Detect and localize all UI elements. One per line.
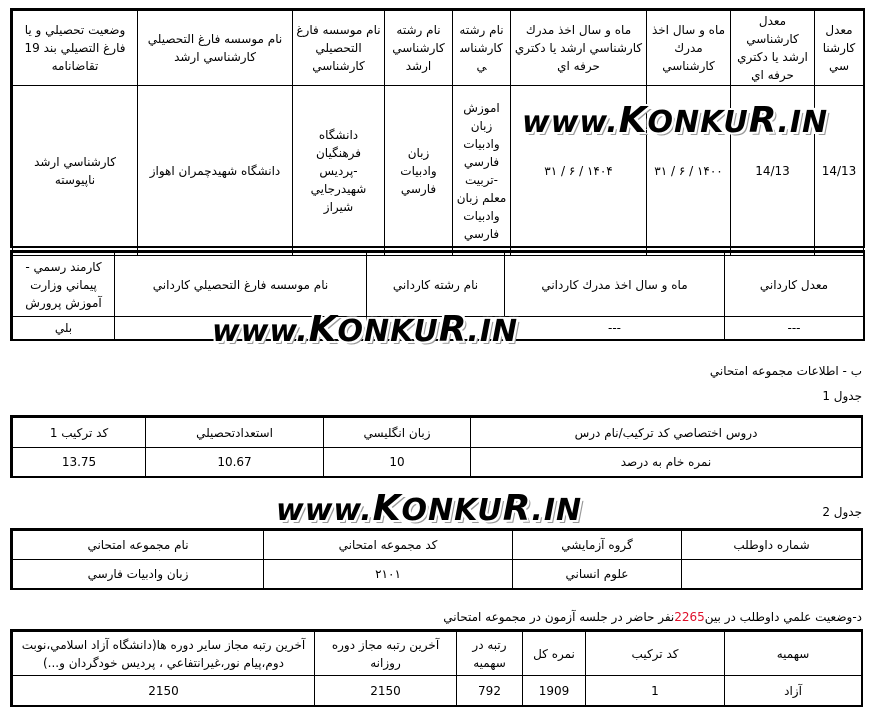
header-quota: سهميه xyxy=(725,632,862,676)
associate-gpa: --- xyxy=(725,317,864,340)
header-master-institute: نام موسسه فارغ التحصيلي كارشناسي ارشد xyxy=(138,11,293,86)
applicant-number xyxy=(682,560,862,589)
table1-label: جدول 1 xyxy=(822,389,862,403)
header-master-date: ماه و سال اخذ مدرك كارشناسي ارشد يا دكتري حرفه اي xyxy=(511,11,647,86)
header-aptitude: استعدادتحصيلي xyxy=(146,418,324,448)
header-master-major: نام رشته كارشناسي ارشد xyxy=(385,11,453,86)
section-d-suffix: نفر حاضر در جلسه آزمون در مجموعه امتحاني xyxy=(443,610,675,624)
table2-label: جدول 2 xyxy=(822,505,862,519)
aptitude-score: 10.67 xyxy=(146,448,324,477)
master-date: ۱۴۰۴ / ۶ / ۳۱ xyxy=(511,86,647,256)
associate-date: --- xyxy=(505,317,725,340)
bachelor-gpa: 14/13 xyxy=(815,86,864,256)
scores-table xyxy=(12,417,862,477)
exam-code: ۲۱۰۱ xyxy=(264,560,513,589)
header-associate-gpa: معدل كارداني xyxy=(725,253,864,317)
quota: آزاد xyxy=(725,676,862,706)
header-total-score: نمره كل xyxy=(523,632,586,676)
header-exam-name: نام مجموعه امتحاني xyxy=(13,531,264,560)
bachelor-major: اموزش زبان وادبيات فارسي -تربيت معلم زبان وادبيات فارسي xyxy=(453,86,511,256)
header-specialized-courses: دروس اختصاصي كد تركيب/نام درس xyxy=(471,418,862,448)
employee-status: بلي xyxy=(13,317,115,340)
header-education-status: وضعيت تحصيلي و يا فارغ التصيلي بند 19 تقاضانامه xyxy=(13,11,138,86)
watermark-bottom: www.KONKUR.IN xyxy=(276,488,583,529)
education-status: كارشناسي ارشد ناپيوسته xyxy=(13,86,138,256)
english-score: 10 xyxy=(324,448,471,477)
header-quota-rank: رتبه در سهميه xyxy=(457,632,523,676)
participant-count: 2265 xyxy=(674,610,705,624)
combination-score: 13.75 xyxy=(13,448,146,477)
total-score: 1909 xyxy=(523,676,586,706)
day-rank: 2150 xyxy=(315,676,457,706)
header-english: زبان انگليسي xyxy=(324,418,471,448)
header-bachelor-gpa: معدل كارشناسي xyxy=(815,11,864,86)
header-employee-status: كارمند رسمي - پيماني وزارت آموزش پرورش xyxy=(13,253,115,317)
exam-name: زبان وادبيات فارسي xyxy=(13,560,264,589)
rank-table xyxy=(12,631,862,706)
bachelor-date: ۱۴۰۰ / ۶ / ۳۱ xyxy=(647,86,731,256)
header-day-rank: آخرين رتبه مجاز دوره روزانه xyxy=(315,632,457,676)
header-combination-code: كد تركيب 1 xyxy=(13,418,146,448)
test-group: علوم انساني xyxy=(513,560,682,589)
header-associate-date: ماه و سال اخذ مدرك كارداني xyxy=(505,253,725,317)
bachelor-institute: دانشگاه فرهنگيان -پرديس شهيدرجايي شيراز xyxy=(293,86,385,256)
master-institute: دانشگاه شهيدچمران اهواز xyxy=(138,86,293,256)
watermark-middle: www.KONKUR.IN xyxy=(212,309,519,350)
section-d-title xyxy=(443,610,862,624)
header-bachelor-major: نام رشته كارشناسي xyxy=(453,11,511,86)
master-major: زبان وادبيات فارسي xyxy=(385,86,453,256)
header-test-group: گروه آزمايشي xyxy=(513,531,682,560)
header-associate-institute: نام موسسه فارغ التحصيلي كارداني xyxy=(115,253,367,317)
combo-code: 1 xyxy=(586,676,725,706)
quota-rank: 792 xyxy=(457,676,523,706)
watermark-top: www.KONKUR.IN xyxy=(522,100,829,141)
header-combo-code: كد تركيب xyxy=(586,632,725,676)
header-master-gpa: معدل كارشناسي ارشد يا دكتري حرفه اي xyxy=(731,11,815,86)
exam-group-table xyxy=(12,530,862,589)
header-applicant-number: شماره داوطلب xyxy=(682,531,862,560)
header-associate-major: نام رشته كارداني xyxy=(367,253,505,317)
header-exam-code: كد مجموعه امتحاني xyxy=(264,531,513,560)
section-b-title: ب - اطلاعات مجموعه امتحاني xyxy=(709,364,862,378)
header-bachelor-institute: نام موسسه فارغ التحصيلي كارشناسي xyxy=(293,11,385,86)
master-gpa: 14/13 xyxy=(731,86,815,256)
header-other-rank: آخرين رتبه مجاز ساير دوره ها(دانشگاه آزاد اسلامي،نوبت دوم،پيام نور،غيرانتفاعي ، پرديس خودگردان و...) xyxy=(13,632,315,676)
header-bachelor-date: ماه و سال اخذ مدرك كارشناسي xyxy=(647,11,731,86)
section-d-prefix: د-وضعيت علمي داوطلب در بين xyxy=(704,610,862,624)
raw-score-label: نمره خام به درصد xyxy=(471,448,862,477)
other-rank: 2150 xyxy=(13,676,315,706)
